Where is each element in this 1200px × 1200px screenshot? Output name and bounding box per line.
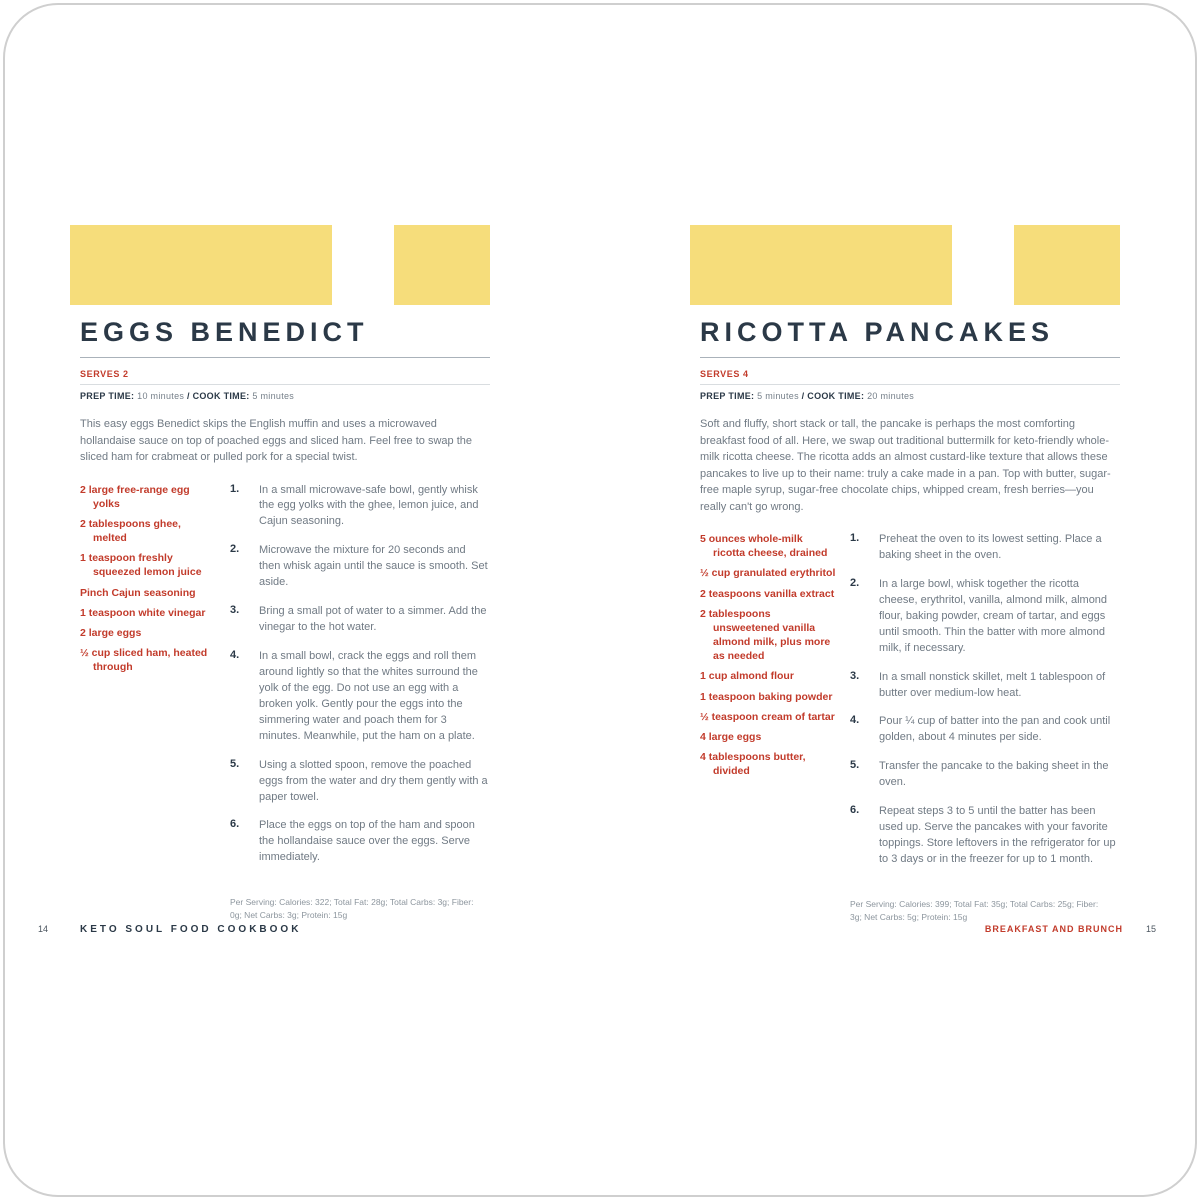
right-page-number: 15 — [1145, 924, 1156, 934]
steps-column — [850, 532, 1120, 924]
prep-time-value: 10 minutes — [134, 391, 185, 401]
step-text: Bring a small pot of water to a simmer. Add the vinegar to the hot water. — [259, 605, 487, 634]
recipe-title: EGGS BENEDICT — [80, 317, 369, 347]
cook-time-value: 5 minutes — [249, 391, 295, 401]
cook-time-label: COOK TIME: — [192, 391, 250, 401]
ingredient-item: ½ teaspoon cream of tartar — [700, 710, 835, 723]
time-separator: / — [184, 391, 193, 401]
prep-time-label: PREP TIME: — [700, 391, 755, 401]
step-number: 5. — [850, 759, 860, 772]
recipe-columns — [80, 483, 490, 923]
step-item — [230, 649, 490, 745]
prep-cook-times — [80, 391, 490, 401]
step-text: In a small microwave-safe bowl, gently whisk the egg yolks with the ghee, lemon juice, and Cajun seasoning. — [259, 483, 479, 528]
step-number: 4. — [230, 649, 240, 661]
step-number: 3. — [850, 669, 860, 682]
ingredient-item: 1 teaspoon baking powder — [700, 690, 833, 703]
step-number: 1. — [230, 482, 240, 495]
serves-rule — [700, 384, 1120, 385]
step-item — [230, 818, 490, 866]
ingredient-item: Pinch Cajun seasoning — [80, 586, 196, 599]
step-number: 6. — [850, 804, 860, 817]
ingredients-list — [80, 483, 216, 923]
ingredient-item: 1 teaspoon freshly squeezed lemon juice — [80, 552, 202, 579]
ingredient-item: 4 tablespoons butter, divided — [700, 751, 806, 778]
prep-cook-times — [700, 391, 1120, 401]
step-item — [850, 759, 1120, 791]
step-number: 5. — [230, 757, 240, 770]
ingredient-item: 5 ounces whole-milk ricotta cheese, drained — [700, 533, 828, 560]
ingredient-item: ½ cup sliced ham, heated through — [80, 647, 208, 674]
serves-label: SERVES 2 — [80, 369, 129, 379]
recipe-intro: Soft and fluffy, short stack or tall, the pancake is perhaps the most comforting breakfast food of all. Here, we swap out traditional buttermilk for keto-friendly whole-milk ricotta cheese. The ricotta adds an almost custard-like texture that allows these pancakes to live up to their name: truly a cake made in a pan. Top with butter, sugar-free maple syrup, sugar-free chocolate chips, whipped cream, fresh berries—you really can't go wrong. — [700, 418, 1111, 513]
step-number: 3. — [230, 604, 240, 617]
left-page-number: 14 — [38, 924, 49, 934]
prep-time-value: 5 minutes — [754, 391, 799, 401]
ingredient-item: 2 large free-range egg yolks — [80, 483, 190, 510]
step-text: Pour ¼ cup of batter into the pan and cook until golden, about 4 minutes per side. — [879, 715, 1111, 744]
steps-list — [230, 483, 490, 867]
step-text: Preheat the oven to its lowest setting. Place a baking sheet in the oven. — [879, 533, 1102, 561]
steps-column — [230, 483, 490, 923]
book-title-footer: KETO SOUL FOOD COOKBOOK — [80, 924, 302, 935]
ingredient-item: 1 cup almond flour — [700, 670, 794, 683]
ingredient-item: 2 tablespoons unsweetened vanilla almond milk, plus more as needed — [700, 607, 831, 663]
nutrition-info: Per Serving: Calories: 322; Total Fat: 28g; Total Carbs: 3g; Fiber: 0g; Net Carbs: 3g; Protein: 15g — [230, 897, 474, 921]
step-number: 4. — [850, 714, 860, 727]
step-item — [850, 670, 1120, 702]
recipe-page-eggs-benedict — [80, 225, 490, 923]
step-text: Using a slotted spoon, remove the poached eggs from the water and dry them gently with a paper towel. — [259, 758, 488, 803]
title-rule — [80, 357, 490, 358]
cook-time-label: COOK TIME: — [807, 391, 865, 401]
step-item — [850, 577, 1120, 657]
ingredients-list — [700, 532, 836, 924]
step-item — [850, 714, 1120, 746]
recipe-columns — [700, 532, 1120, 924]
step-text: Transfer the pancake to the baking sheet in the oven. — [879, 760, 1109, 789]
step-number: 6. — [230, 818, 240, 831]
steps-list — [850, 532, 1120, 868]
ingredient-item: ½ cup granulated erythritol — [700, 567, 836, 580]
ingredient-item: 2 teaspoons vanilla extract — [700, 587, 835, 600]
serves-rule — [80, 384, 490, 385]
serves-label: SERVES 4 — [700, 369, 749, 379]
band-gap — [952, 225, 1014, 305]
decorative-yellow-band — [690, 225, 1120, 305]
decorative-yellow-band — [70, 225, 490, 305]
step-text: Place the eggs on top of the ham and spoon the hollandaise sauce over the eggs. Serve immediately. — [259, 819, 475, 864]
chapter-title-footer: BREAKFAST AND BRUNCH — [984, 924, 1123, 934]
recipe-page-ricotta-pancakes — [700, 225, 1120, 924]
step-text: In a small bowl, crack the eggs and roll them around lightly so that the whites surround the yolk of the egg. Do not use an egg with a broken yolk. Gently pour the eggs into the simmering water and poach them for 3 minutes. Meanwhile, put the ham on a plate. — [259, 650, 478, 742]
step-number: 1. — [850, 532, 860, 544]
recipe-intro: This easy eggs Benedict skips the English muffin and uses a microwaved hollandaise sauce on top of poached eggs and sliced ham. Feel free to swap the sliced ham for crabmeat or pulled pork for a special twist. — [80, 418, 472, 463]
step-item — [230, 758, 490, 806]
title-rule — [700, 357, 1120, 358]
step-item — [230, 483, 490, 531]
step-text: In a small nonstick skillet, melt 1 tablespoon of butter over medium-low heat. — [879, 670, 1106, 699]
step-item — [850, 804, 1120, 868]
step-item — [230, 543, 490, 591]
recipe-title: RICOTTA PANCAKES — [700, 317, 1054, 347]
step-text: In a large bowl, whisk together the ricotta cheese, erythritol, vanilla, almond milk, almond flour, baking powder, cream of tartar, and eggs until smooth. Thin the batter with more almond milk, if necessary. — [879, 577, 1108, 654]
time-separator: / — [798, 391, 808, 401]
step-number: 2. — [230, 543, 240, 556]
ingredient-item: 2 large eggs — [80, 626, 142, 639]
step-number: 2. — [850, 576, 860, 589]
nutrition-info: Per Serving: Calories: 399; Total Fat: 35g; Total Carbs: 25g; Fiber: 3g; Net Carbs: 5g; Protein: 15g — [850, 898, 1099, 923]
step-item — [230, 604, 490, 636]
ingredient-item: 4 large eggs — [700, 730, 762, 743]
ingredient-item: 1 teaspoon white vinegar — [80, 606, 206, 619]
prep-time-label: PREP TIME: — [80, 391, 135, 401]
cook-time-value: 20 minutes — [864, 391, 915, 401]
ingredient-item: 2 tablespoons ghee, melted — [80, 517, 181, 545]
step-text: Microwave the mixture for 20 seconds and then whisk again until the sauce is smooth. Set aside. — [259, 544, 488, 589]
step-text: Repeat steps 3 to 5 until the batter has been used up. Serve the pancakes with your favorite toppings. Store leftovers in the refrigerator for up to 3 days or in the freezer for up to 1 month. — [879, 805, 1116, 865]
band-gap — [332, 225, 394, 305]
step-item — [850, 532, 1120, 564]
